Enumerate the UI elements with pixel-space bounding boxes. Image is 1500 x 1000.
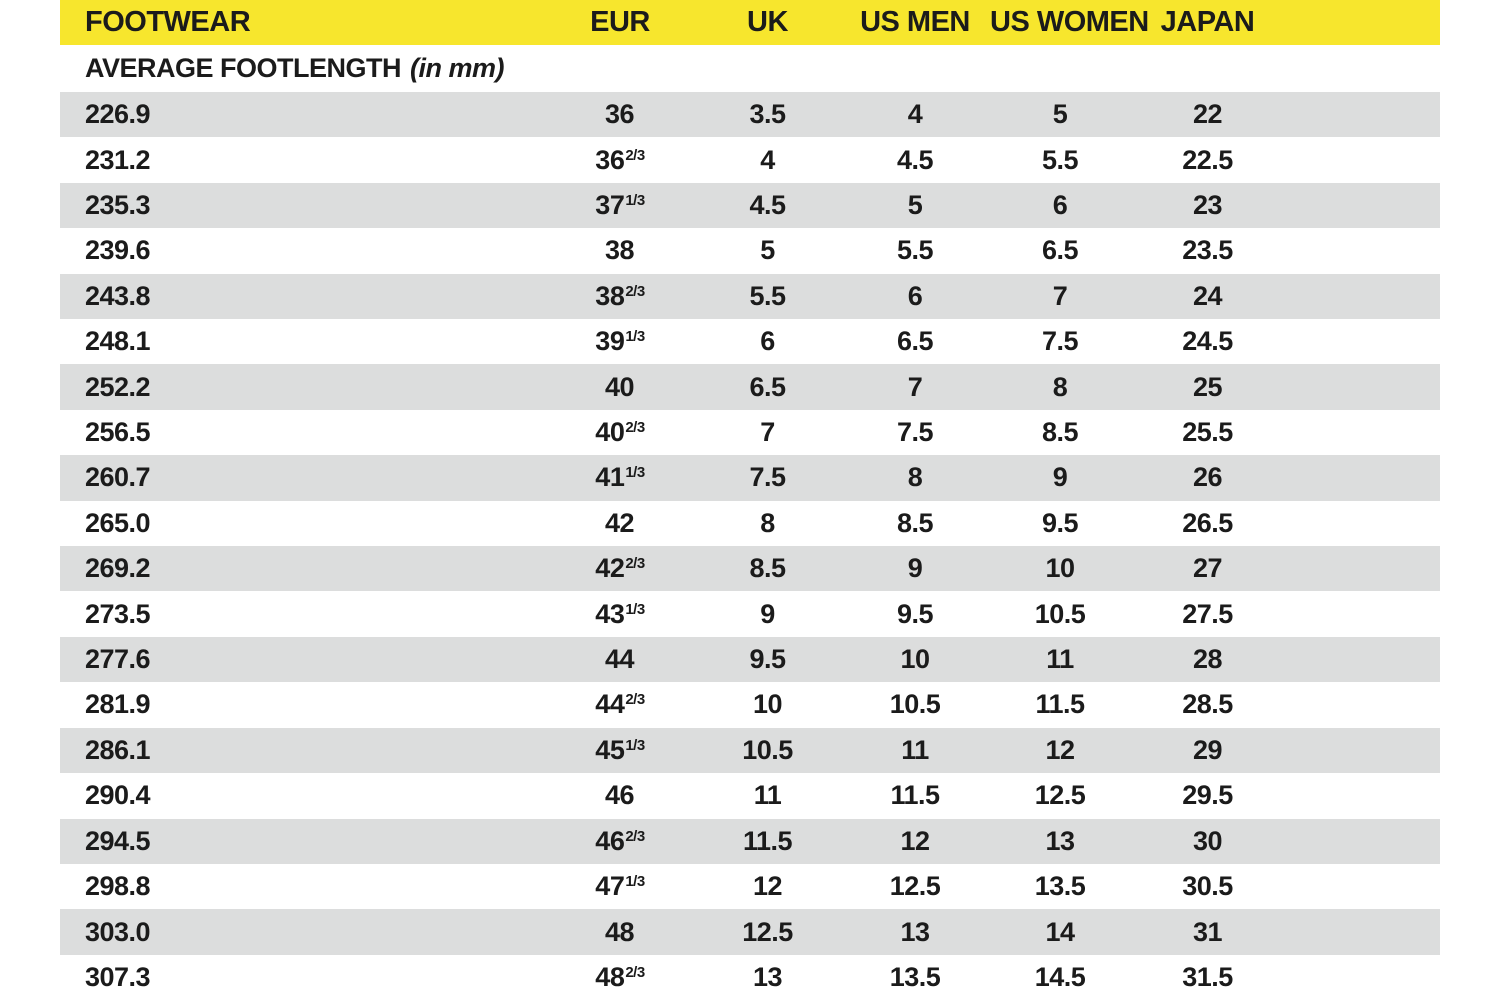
cell-us-men-size: 9: [907, 553, 923, 584]
table-row: [60, 455, 1440, 500]
table-row: [60, 773, 1440, 818]
eur-size-fraction: 2/3: [625, 827, 645, 845]
cell-us-men-size: 5: [907, 190, 923, 221]
eur-size-value: 48: [595, 961, 625, 992]
eur-size-value: 39: [595, 326, 625, 357]
eur-size-fraction: 2/3: [625, 963, 645, 981]
cell-us-women-size: 8: [1052, 371, 1068, 402]
cell-footlength-mm: 256.5: [85, 417, 151, 448]
cell-us-women-size: 5: [1052, 99, 1068, 130]
cell-uk-size: 6.5: [749, 371, 786, 402]
cell-uk-size: 9.5: [749, 644, 786, 675]
cell-eur-size: [545, 145, 695, 176]
cell-us-men-size: 7.5: [896, 417, 934, 448]
cell-japan-size: 31: [1192, 916, 1223, 947]
cell-footlength-mm: 303.0: [85, 916, 151, 947]
eur-size-fraction: 1/3: [625, 873, 645, 891]
cell-us-men-size: 6: [907, 280, 923, 311]
size-conversion-table: [60, 0, 1440, 1000]
cell-footlength-mm: 226.9: [85, 99, 151, 130]
table-row: [60, 364, 1440, 409]
eur-size-value: 38: [595, 280, 625, 311]
cell-uk-size: 4: [760, 144, 775, 175]
cell-eur-size: [545, 326, 695, 357]
eur-size-value: 42: [604, 507, 635, 538]
cell-us-men-size: 6.5: [896, 326, 934, 357]
eur-size-value: 44: [604, 644, 635, 675]
table-row: [60, 728, 1440, 773]
eur-size-value: 38: [604, 235, 635, 266]
cell-us-men-size: 12: [900, 825, 930, 856]
table-row: [60, 92, 1440, 137]
cell-us-women-size: 6.5: [1041, 235, 1079, 266]
cell-japan-size: 24.5: [1182, 326, 1233, 357]
cell-uk-size: 7: [760, 417, 775, 448]
table-row: [60, 591, 1440, 636]
cell-eur-size: [545, 190, 695, 221]
eur-size-value: 40: [595, 417, 625, 448]
cell-japan-size: 25.5: [1182, 417, 1233, 448]
eur-size-value: 42: [595, 553, 625, 584]
cell-footlength-mm: 252.2: [85, 371, 151, 402]
cell-uk-size: 12: [752, 871, 783, 902]
cell-us-men-size: 10: [900, 644, 930, 675]
cell-footlength-mm: 286.1: [85, 734, 151, 765]
table-row: [60, 137, 1440, 182]
eur-size-value: 46: [595, 825, 625, 856]
table-row: [60, 864, 1440, 909]
cell-japan-size: 27.5: [1182, 598, 1233, 629]
eur-size-fraction: 1/3: [625, 328, 645, 346]
cell-footlength-mm: 277.6: [85, 644, 151, 675]
cell-us-men-size: 13.5: [889, 961, 941, 992]
cell-footlength-mm: 290.4: [85, 780, 151, 811]
cell-japan-size: 28.5: [1182, 689, 1233, 720]
cell-us-women-size: 13.5: [1034, 871, 1086, 902]
cell-us-men-size: 4: [907, 99, 923, 130]
cell-us-men-size: 11.5: [890, 780, 940, 811]
cell-us-women-size: 12: [1045, 734, 1075, 765]
cell-us-women-size: 14: [1045, 916, 1075, 947]
table-row: [60, 183, 1440, 228]
cell-japan-size: 29.5: [1182, 780, 1233, 811]
cell-us-women-size: 7: [1052, 280, 1068, 311]
cell-footlength-mm: 273.5: [85, 598, 151, 629]
eur-size-value: 48: [604, 916, 635, 947]
eur-size-fraction: 1/3: [625, 192, 645, 210]
eur-size-fraction: 2/3: [625, 419, 645, 437]
cell-us-men-size: 7: [907, 371, 923, 402]
table-row: [60, 682, 1440, 727]
cell-us-men-size: 9.5: [896, 598, 934, 629]
cell-uk-size: 6: [760, 326, 775, 357]
cell-japan-size: 26: [1192, 462, 1223, 493]
eur-size-value: 36: [595, 144, 625, 175]
column-header-us-women: US WOMEN: [990, 6, 1149, 38]
cell-japan-size: 26.5: [1182, 507, 1233, 538]
cell-us-men-size: 8: [907, 462, 923, 493]
cell-us-women-size: 10: [1045, 553, 1075, 584]
eur-size-fraction: 2/3: [625, 282, 645, 300]
eur-size-value: 44: [595, 689, 625, 720]
cell-footlength-mm: 298.8: [85, 871, 151, 902]
cell-uk-size: 10: [752, 689, 783, 720]
cell-us-women-size: 12.5: [1034, 780, 1086, 811]
cell-eur-size: [545, 917, 695, 948]
cell-uk-size: 13: [752, 961, 783, 992]
cell-us-women-size: 13: [1045, 825, 1075, 856]
cell-footlength-mm: 307.3: [85, 961, 151, 992]
cell-uk-size: 3.5: [749, 99, 786, 130]
cell-us-men-size: 4.5: [896, 144, 934, 175]
cell-uk-size: 5: [760, 235, 775, 266]
cell-japan-size: 23: [1192, 190, 1223, 221]
cell-eur-size: [545, 871, 695, 902]
cell-japan-size: 30.5: [1182, 871, 1233, 902]
eur-size-value: 36: [604, 99, 635, 130]
eur-size-value: 37: [595, 190, 625, 221]
cell-us-women-size: 9: [1052, 462, 1068, 493]
table-row: [60, 637, 1440, 682]
cell-footlength-mm: 239.6: [85, 235, 151, 266]
cell-uk-size: 11: [753, 780, 782, 811]
cell-eur-size: [545, 235, 695, 266]
cell-us-men-size: 10.5: [889, 689, 941, 720]
cell-footlength-mm: 281.9: [85, 689, 151, 720]
cell-japan-size: 27: [1192, 553, 1223, 584]
cell-eur-size: [545, 780, 695, 811]
eur-size-fraction: 2/3: [625, 146, 645, 164]
cell-japan-size: 28: [1192, 644, 1223, 675]
subheader-label: AVERAGE FOOTLENGTH: [85, 53, 402, 83]
table-header-row: [60, 0, 1440, 45]
eur-size-value: 43: [595, 598, 625, 629]
cell-uk-size: 10.5: [742, 734, 793, 765]
table-row: [60, 228, 1440, 273]
cell-us-men-size: 12.5: [889, 871, 941, 902]
cell-eur-size: [545, 417, 695, 448]
cell-footlength-mm: 248.1: [85, 326, 151, 357]
cell-japan-size: 25: [1192, 371, 1223, 402]
cell-eur-size: [545, 99, 695, 130]
cell-us-women-size: 5.5: [1041, 144, 1079, 175]
cell-uk-size: 8.5: [749, 553, 786, 584]
table-row: [60, 410, 1440, 455]
eur-size-value: 47: [595, 871, 625, 902]
cell-footlength-mm: 235.3: [85, 190, 151, 221]
subheader-unit: (in mm): [410, 53, 505, 83]
eur-size-fraction: 1/3: [625, 600, 645, 618]
table-row: [60, 274, 1440, 319]
table-row: [60, 909, 1440, 954]
table-subheader-row: [60, 45, 1440, 92]
table-row: [60, 955, 1440, 1000]
cell-eur-size: [545, 644, 695, 675]
cell-japan-size: 22: [1192, 99, 1223, 130]
cell-us-women-size: 14.5: [1034, 961, 1086, 992]
table-row: [60, 546, 1440, 591]
cell-footlength-mm: 243.8: [85, 280, 151, 311]
cell-us-women-size: 10.5: [1034, 598, 1086, 629]
cell-us-men-size: 5.5: [896, 235, 934, 266]
cell-uk-size: 11.5: [742, 825, 793, 856]
column-header-eur: EUR: [590, 6, 650, 38]
eur-size-value: 46: [604, 780, 635, 811]
cell-uk-size: 4.5: [749, 190, 786, 221]
cell-eur-size: [545, 599, 695, 630]
cell-japan-size: 30: [1192, 825, 1223, 856]
column-header-us-men: US MEN: [860, 6, 970, 38]
cell-eur-size: [545, 553, 695, 584]
cell-us-women-size: 11.5: [1035, 689, 1085, 720]
cell-eur-size: [545, 372, 695, 403]
eur-size-fraction: 2/3: [625, 691, 645, 709]
cell-us-men-size: 8.5: [896, 507, 934, 538]
eur-size-fraction: 1/3: [625, 736, 645, 754]
cell-us-men-size: 11: [901, 734, 929, 765]
cell-japan-size: 23.5: [1182, 235, 1233, 266]
cell-eur-size: [545, 508, 695, 539]
eur-size-fraction: 2/3: [625, 555, 645, 573]
cell-us-women-size: 7.5: [1041, 326, 1079, 357]
cell-us-men-size: 13: [900, 916, 930, 947]
cell-uk-size: 12.5: [742, 916, 793, 947]
cell-eur-size: [545, 962, 695, 993]
eur-size-value: 41: [595, 462, 625, 493]
eur-size-fraction: 1/3: [625, 464, 645, 482]
cell-japan-size: 31.5: [1182, 961, 1233, 992]
table-row: [60, 819, 1440, 864]
table-row: [60, 319, 1440, 364]
cell-us-women-size: 8.5: [1041, 417, 1079, 448]
eur-size-value: 45: [595, 734, 625, 765]
column-header-uk: UK: [747, 6, 788, 38]
cell-footlength-mm: 265.0: [85, 507, 151, 538]
cell-us-women-size: 11: [1046, 644, 1074, 675]
cell-uk-size: 7.5: [749, 462, 786, 493]
cell-footlength-mm: 260.7: [85, 462, 151, 493]
cell-uk-size: 5.5: [749, 280, 786, 311]
cell-eur-size: [545, 735, 695, 766]
cell-footlength-mm: 294.5: [85, 825, 151, 856]
cell-eur-size: [545, 689, 695, 720]
cell-uk-size: 8: [760, 507, 775, 538]
cell-eur-size: [545, 462, 695, 493]
cell-eur-size: [545, 281, 695, 312]
cell-us-women-size: 6: [1052, 190, 1068, 221]
cell-footlength-mm: 269.2: [85, 553, 151, 584]
cell-us-women-size: 9.5: [1041, 507, 1079, 538]
column-header-footwear: FOOTWEAR: [85, 6, 251, 38]
column-header-japan: JAPAN: [1160, 6, 1255, 38]
cell-japan-size: 29: [1192, 734, 1223, 765]
table-row: [60, 501, 1440, 546]
table-body: [60, 92, 1440, 1000]
cell-japan-size: 22.5: [1182, 144, 1233, 175]
cell-japan-size: 24: [1192, 280, 1223, 311]
eur-size-value: 40: [604, 371, 635, 402]
cell-uk-size: 9: [760, 598, 775, 629]
cell-eur-size: [545, 826, 695, 857]
cell-footlength-mm: 231.2: [85, 144, 151, 175]
